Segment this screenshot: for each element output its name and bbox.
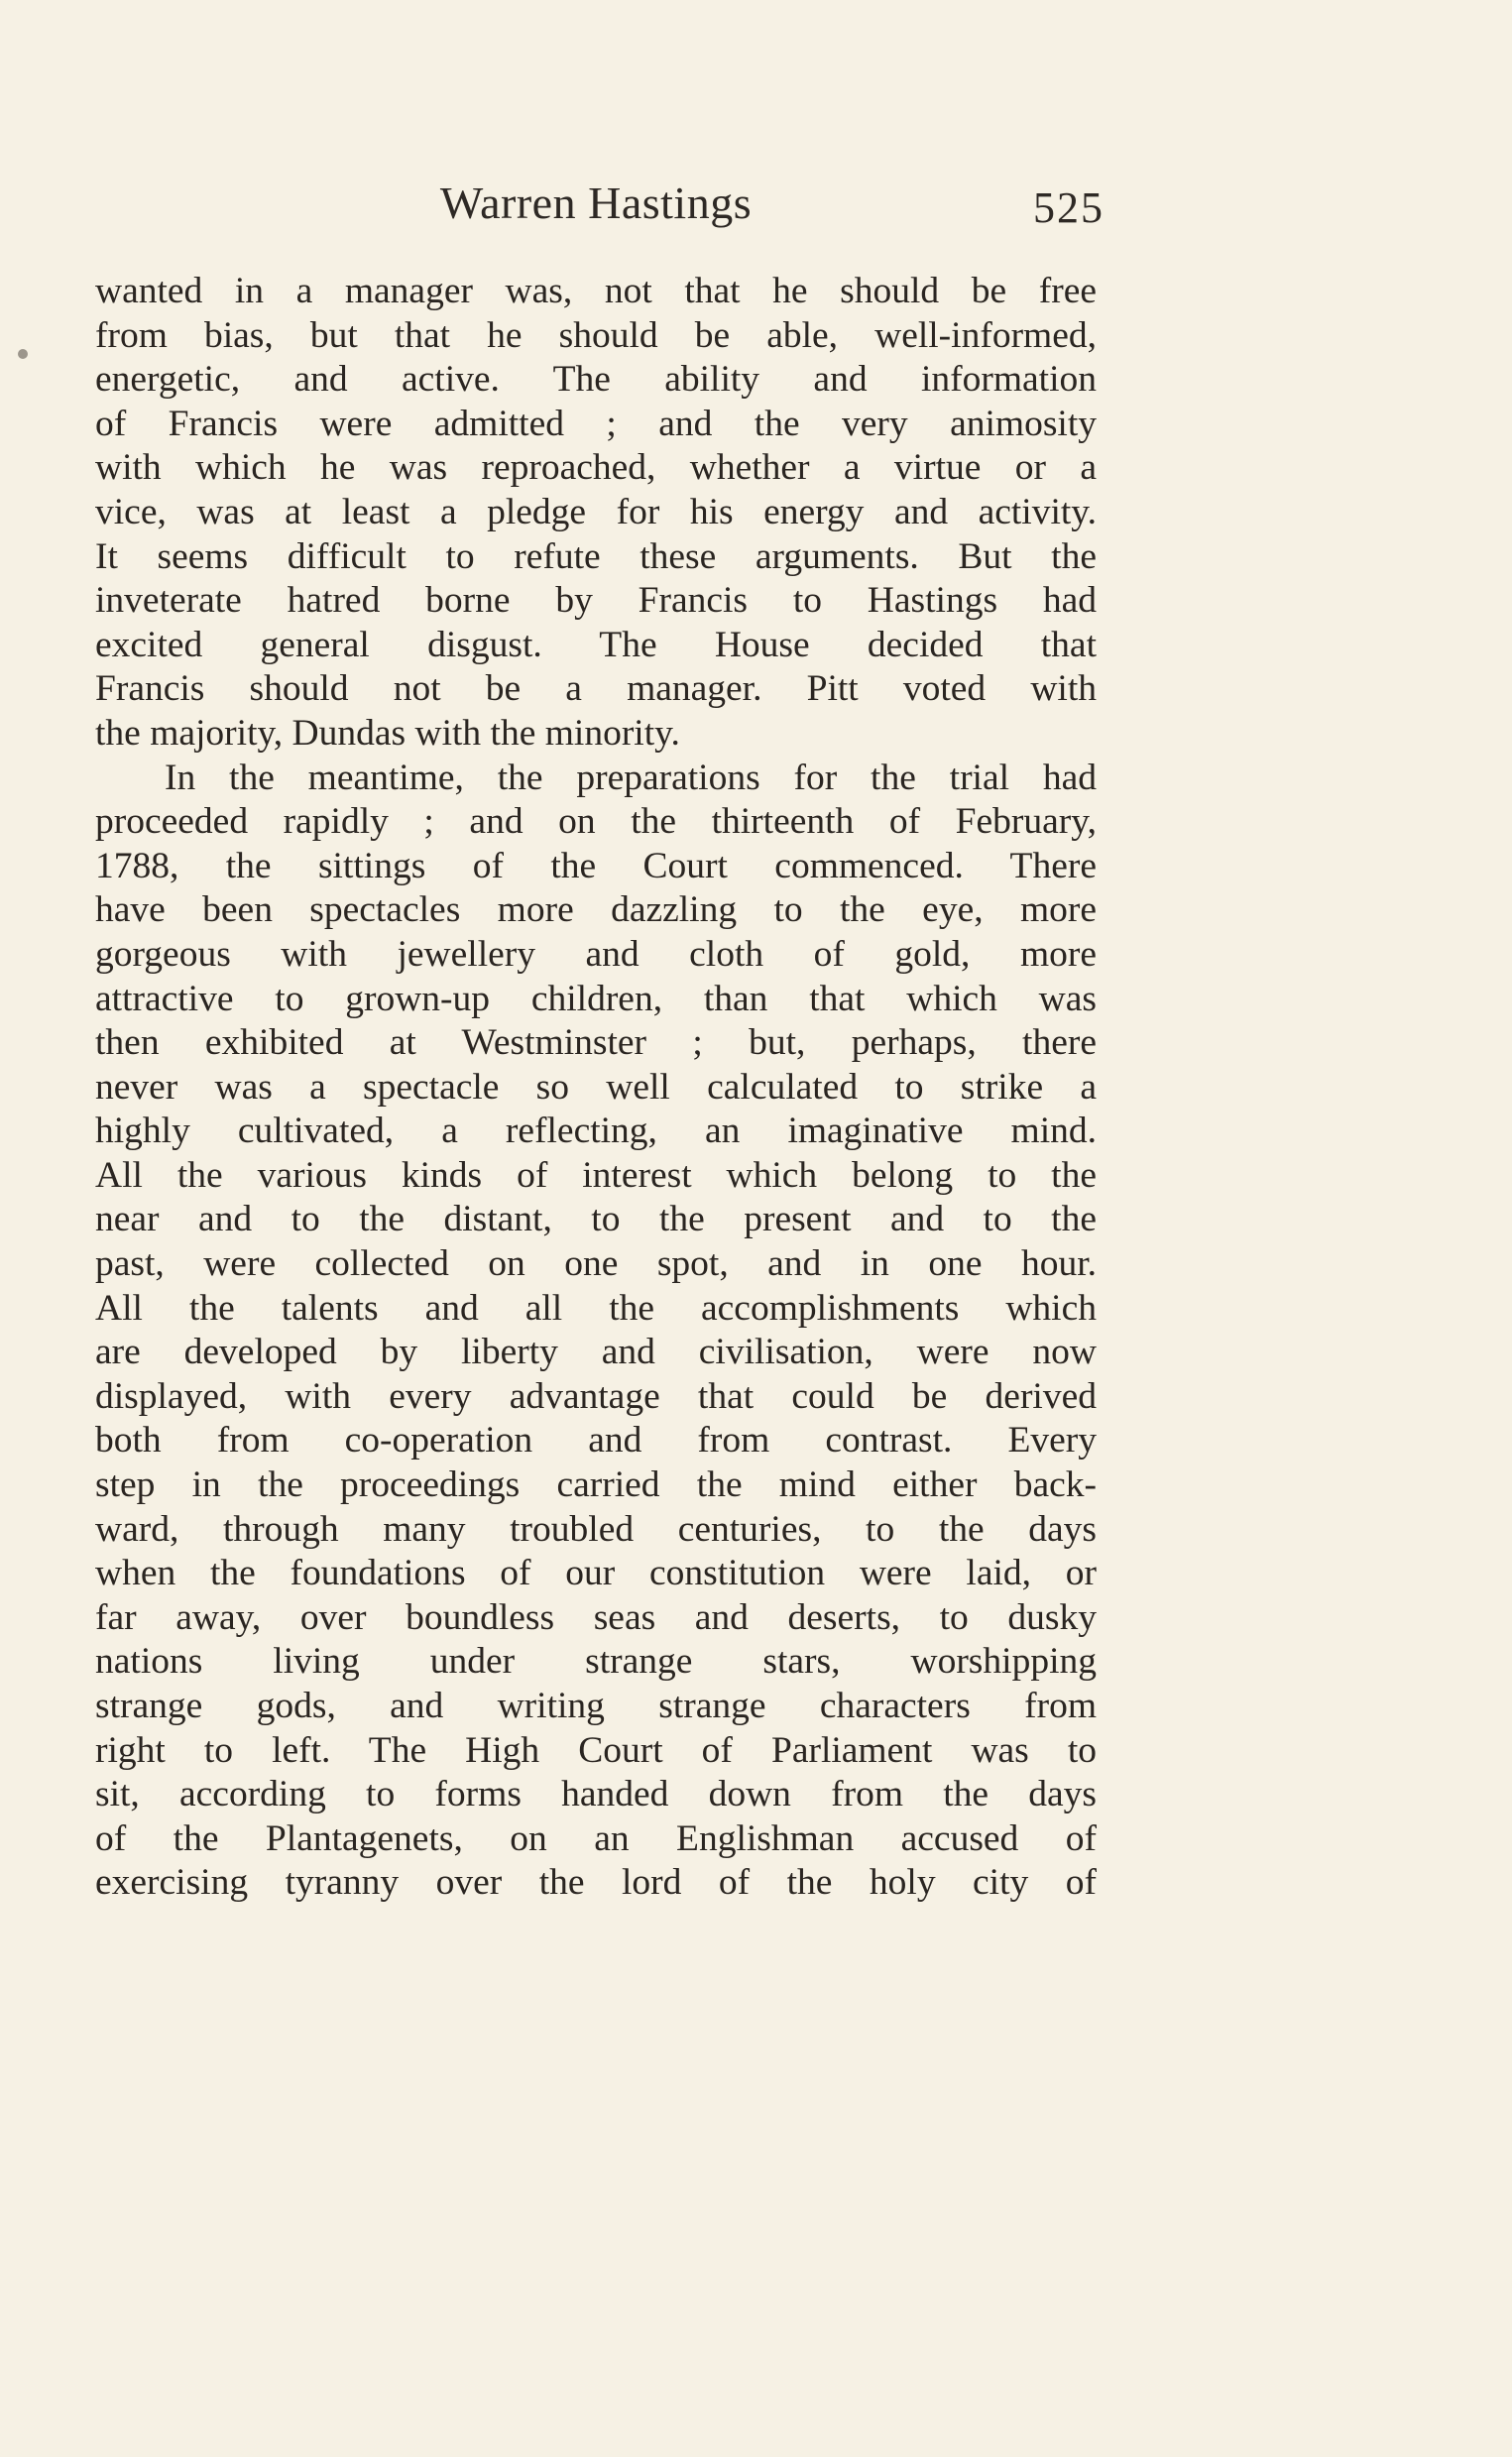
text-line: then exhibited at Westminster ; but, perhaps, there <box>95 1022 1097 1064</box>
text-line: strange gods, and writing strange characters from <box>95 1686 1097 1726</box>
text-line: energetic, and active. The ability and information <box>95 359 1097 401</box>
text-line: It seems difficult to refute these arguments. But the <box>95 535 1097 577</box>
paragraph-start-line: In the meantime, the preparations for the trial had <box>165 757 1097 798</box>
text-line: exercising tyranny over the lord of the holy city of <box>95 1862 1097 1904</box>
text-line: with which he was reproached, whether a virtue or a <box>95 447 1097 489</box>
page-header <box>95 176 1105 236</box>
text-line: Francis should not be a manager. Pitt voted with <box>95 668 1097 710</box>
text-line: nations living under strange stars, worshipping <box>95 1641 1097 1683</box>
text-line: highly cultivated, a reflecting, an imaginative mind. <box>95 1111 1097 1152</box>
text-line: when the foundations of our constitution were laid, or <box>95 1553 1097 1594</box>
text-line: past, were collected on one spot, and in one hour. <box>95 1243 1097 1285</box>
text-line: right to left. The High Court of Parliament was to <box>95 1729 1097 1771</box>
page-speck <box>18 349 28 359</box>
text-line: of Francis were admitted ; and the very animosity <box>95 403 1097 444</box>
text-line: proceeded rapidly ; and on the thirteenth of February, <box>95 801 1097 843</box>
text-line: are developed by liberty and civilisation, were now <box>95 1332 1097 1373</box>
text-line: never was a spectacle so well calculated to strike a <box>95 1066 1097 1108</box>
text-line: both from co-operation and from contrast. Every <box>95 1420 1097 1462</box>
page-number: 525 <box>1033 183 1105 232</box>
text-line: step in the proceedings carried the mind either back- <box>95 1464 1097 1506</box>
running-title: Warren Hastings <box>439 177 753 228</box>
paragraph-end-line: the majority, Dundas with the minority. <box>95 712 680 754</box>
text-line: All the various kinds of interest which belong to the <box>95 1154 1097 1196</box>
text-line: have been spectacles more dazzling to the eye, more <box>95 889 1097 931</box>
text-line: 1788, the sittings of the Court commenced. There <box>95 845 1097 886</box>
text-line: wanted in a manager was, not that he should be free <box>95 271 1097 311</box>
text-line: attractive to grown-up children, than that which was <box>95 978 1097 1019</box>
text-line: ward, through many troubled centuries, to the days <box>95 1508 1097 1550</box>
text-line: from bias, but that he should be able, well-informed, <box>95 314 1097 356</box>
text-line: far away, over boundless seas and deserts, to dusky <box>95 1596 1097 1638</box>
text-line: All the talents and all the accomplishments which <box>95 1287 1097 1329</box>
text-line: vice, was at least a pledge for his energy and activity. <box>95 491 1097 532</box>
text-line: gorgeous with jewellery and cloth of gold, more <box>95 933 1097 975</box>
text-line: displayed, with every advantage that could be derived <box>95 1375 1097 1417</box>
text-line: near and to the distant, to the present and to the <box>95 1199 1097 1240</box>
text-line: of the Plantagenets, on an Englishman accused of <box>95 1817 1097 1859</box>
text-line: excited general disgust. The House decided that <box>95 624 1097 665</box>
body-text <box>95 270 1097 1906</box>
text-line: inveterate hatred borne by Francis to Hastings had <box>95 580 1097 622</box>
text-line: sit, according to forms handed down from the days <box>95 1774 1097 1815</box>
